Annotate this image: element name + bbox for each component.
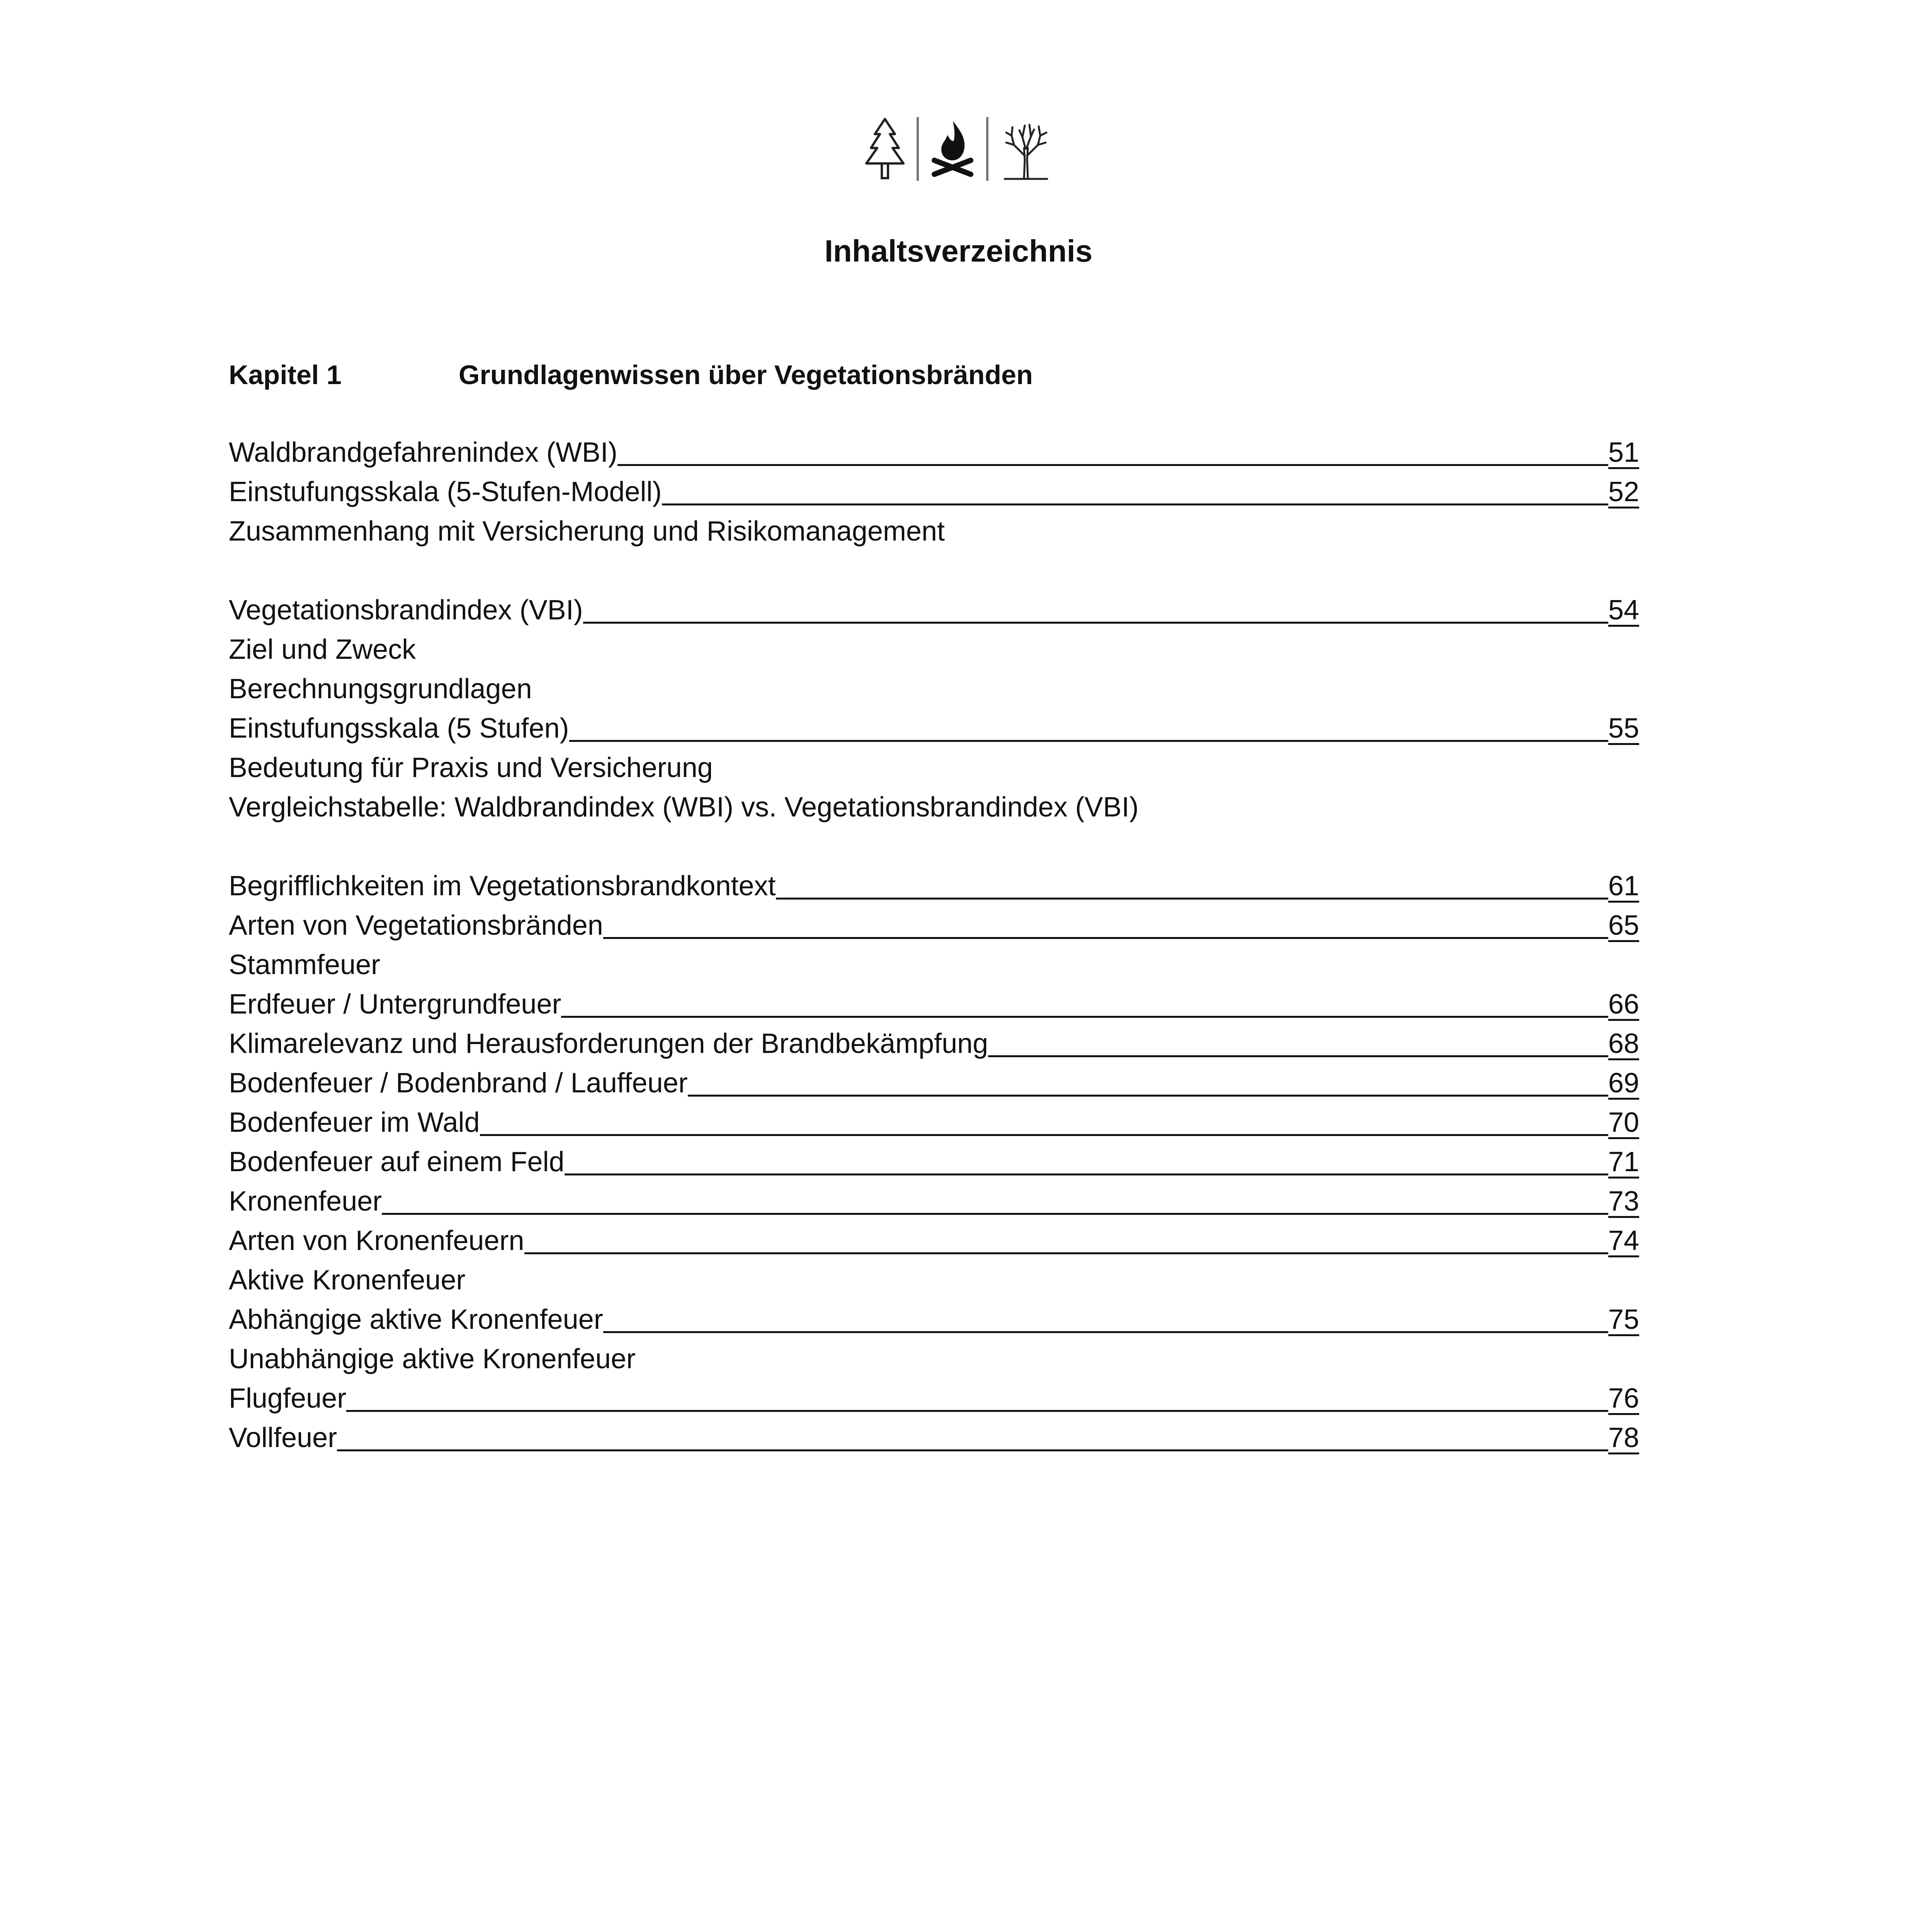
toc-entry-page[interactable]: 75 <box>1608 1304 1639 1335</box>
toc-entry[interactable] <box>229 433 1639 472</box>
toc-entry-label: Einstufungsskala (5-Stufen-Modell) <box>229 476 662 507</box>
toc-entry[interactable] <box>229 906 1639 945</box>
toc-leader-line <box>617 464 1608 466</box>
toc-leader-line <box>561 1016 1608 1018</box>
pine-tree-icon <box>862 117 908 181</box>
toc-entry[interactable] <box>229 1063 1639 1103</box>
toc-entry[interactable] <box>229 985 1639 1024</box>
toc-entry[interactable] <box>229 472 1639 512</box>
toc-entry-page[interactable]: 61 <box>1608 871 1639 901</box>
toc-entry[interactable] <box>229 866 1639 906</box>
toc-entry[interactable] <box>229 1024 1639 1063</box>
toc-entry-label: Begrifflichkeiten im Vegetationsbrandkontext <box>229 871 776 901</box>
toc-entry-label: Aktive Kronenfeuer <box>229 1265 466 1296</box>
toc-entry-label: Abhängige aktive Kronenfeuer <box>229 1304 603 1335</box>
page-title: Inhaltsverzeichnis <box>824 234 1093 268</box>
toc-leader-line <box>346 1410 1608 1412</box>
toc-entry[interactable] <box>229 787 1639 827</box>
toc-leader-line <box>688 1095 1608 1097</box>
toc-entry[interactable] <box>229 1339 1639 1379</box>
toc-entry[interactable] <box>229 1142 1639 1182</box>
toc-entry-page[interactable]: 69 <box>1608 1068 1639 1099</box>
toc-entry-page[interactable]: 52 <box>1608 476 1639 507</box>
bare-tree-icon <box>997 117 1055 181</box>
toc-leader-line <box>662 503 1608 505</box>
toc-entry-label: Vegetationsbrandindex (VBI) <box>229 595 583 626</box>
toc-leader-line <box>988 1055 1608 1057</box>
toc-entry-label: Bedeutung für Praxis und Versicherung <box>229 752 713 783</box>
toc-entry-label: Klimarelevanz und Herausforderungen der Brandbekämpfung <box>229 1028 988 1059</box>
group-spacer <box>229 551 1639 590</box>
toc-entry-label: Bodenfeuer im Wald <box>229 1107 480 1138</box>
toc-leader-line <box>480 1134 1608 1136</box>
toc-entry-page[interactable]: 76 <box>1608 1383 1639 1414</box>
toc-entry-label: Stammfeuer <box>229 949 381 980</box>
toc-entry-label: Arten von Vegetationsbränden <box>229 910 603 941</box>
toc-entry-page[interactable]: 66 <box>1608 989 1639 1020</box>
toc-leader-line <box>337 1449 1608 1451</box>
toc-leader-line <box>569 740 1608 742</box>
table-of-contents <box>229 433 1639 1458</box>
toc-entry-label: Vollfeuer <box>229 1422 337 1453</box>
toc-entry-label: Berechnungsgrundlagen <box>229 673 532 704</box>
toc-leader-line <box>776 898 1608 900</box>
toc-entry-page[interactable]: 78 <box>1608 1422 1639 1453</box>
toc-entry[interactable] <box>229 630 1639 669</box>
toc-entry[interactable] <box>229 669 1639 709</box>
header-logo <box>862 116 1055 182</box>
toc-entry-label: Unabhängige aktive Kronenfeuer <box>229 1344 636 1374</box>
toc-entry[interactable] <box>229 1103 1639 1142</box>
chapter-title: Grundlagenwissen über Vegetationsbränden <box>459 360 1033 390</box>
toc-entry[interactable] <box>229 945 1639 985</box>
toc-entry[interactable] <box>229 1260 1639 1300</box>
toc-entry-page[interactable]: 65 <box>1608 910 1639 941</box>
toc-entry-label: Waldbrandgefahrenindex (WBI) <box>229 437 617 468</box>
toc-entry-label: Kronenfeuer <box>229 1186 382 1217</box>
toc-entry-label: Erdfeuer / Untergrundfeuer <box>229 989 561 1020</box>
toc-entry-label: Bodenfeuer auf einem Feld <box>229 1146 565 1177</box>
toc-entry-label: Bodenfeuer / Bodenbrand / Lauffeuer <box>229 1068 688 1099</box>
group-spacer <box>229 827 1639 866</box>
toc-entry[interactable] <box>229 1379 1639 1418</box>
toc-entry[interactable] <box>229 1221 1639 1260</box>
toc-entry-page[interactable]: 51 <box>1608 437 1639 468</box>
toc-entry-label: Arten von Kronenfeuern <box>229 1225 524 1256</box>
toc-entry-page[interactable]: 68 <box>1608 1028 1639 1059</box>
toc-entry[interactable] <box>229 1418 1639 1458</box>
toc-entry-page[interactable]: 70 <box>1608 1107 1639 1138</box>
toc-entry[interactable] <box>229 709 1639 748</box>
toc-entry-label: Ziel und Zweck <box>229 634 416 665</box>
toc-leader-line <box>603 1331 1608 1333</box>
logo-divider <box>917 117 919 181</box>
toc-entry[interactable] <box>229 1300 1639 1339</box>
toc-entry[interactable] <box>229 590 1639 630</box>
toc-leader-line <box>524 1252 1608 1254</box>
toc-entry-label: Vergleichstabelle: Waldbrandindex (WBI) vs. Vegetationsbrandindex (VBI) <box>229 792 1139 823</box>
toc-leader-line <box>382 1213 1608 1215</box>
toc-leader-line <box>603 937 1608 939</box>
toc-leader-line <box>583 622 1608 624</box>
chapter-number: Kapitel 1 <box>229 360 342 390</box>
toc-entry-page[interactable]: 73 <box>1608 1186 1639 1217</box>
toc-leader-line <box>565 1173 1608 1175</box>
toc-entry-page[interactable]: 55 <box>1608 713 1639 744</box>
toc-entry-label: Einstufungsskala (5 Stufen) <box>229 713 569 744</box>
campfire-icon <box>927 117 978 181</box>
toc-entry-page[interactable]: 54 <box>1608 595 1639 626</box>
toc-entry-label: Flugfeuer <box>229 1383 347 1414</box>
logo-divider <box>986 117 988 181</box>
toc-entry[interactable] <box>229 512 1639 551</box>
toc-entry[interactable] <box>229 1182 1639 1221</box>
toc-entry[interactable] <box>229 748 1639 787</box>
toc-entry-page[interactable]: 71 <box>1608 1146 1639 1177</box>
toc-entry-label: Zusammenhang mit Versicherung und Risikomanagement <box>229 516 945 547</box>
toc-entry-page[interactable]: 74 <box>1608 1225 1639 1256</box>
